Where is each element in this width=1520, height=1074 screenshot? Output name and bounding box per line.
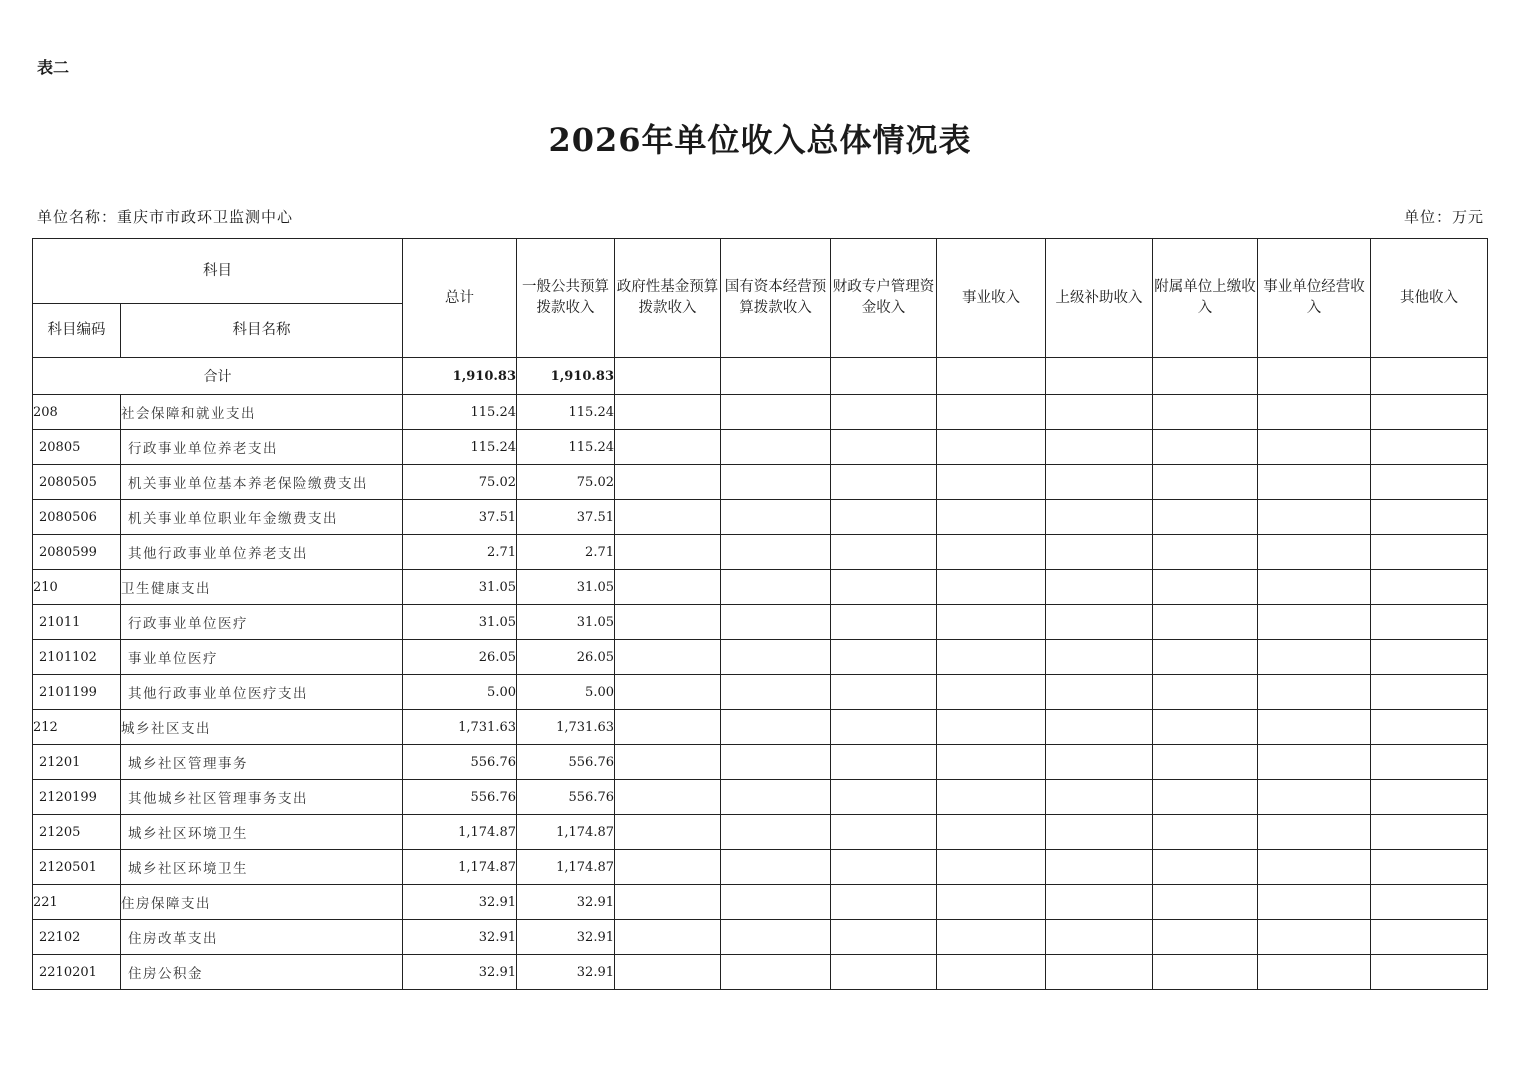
empty-cell — [937, 710, 1046, 745]
total-row — [33, 358, 1488, 395]
empty-cell — [1371, 745, 1488, 780]
subject-code: 22102 — [33, 920, 121, 955]
empty-cell — [615, 465, 721, 500]
empty-cell — [937, 430, 1046, 465]
empty-cell — [831, 605, 937, 640]
empty-cell — [1046, 640, 1153, 675]
empty-cell — [721, 500, 831, 535]
subject-code: 21011 — [33, 605, 121, 640]
header-business-income: 事业收入 — [937, 239, 1046, 358]
header-superior-subsidy: 上级补助收入 — [1046, 239, 1153, 358]
empty-cell — [1371, 920, 1488, 955]
empty-cell — [937, 745, 1046, 780]
empty-cell — [1258, 465, 1371, 500]
subject-name: 其他城乡社区管理事务支出 — [121, 780, 403, 815]
empty-cell — [1258, 605, 1371, 640]
empty-cell — [1258, 745, 1371, 780]
empty-cell — [937, 675, 1046, 710]
empty-cell — [1046, 500, 1153, 535]
empty-cell — [721, 885, 831, 920]
empty-cell — [615, 710, 721, 745]
empty-cell — [831, 430, 937, 465]
empty-cell — [615, 780, 721, 815]
table-row — [33, 395, 1488, 430]
subject-code: 210 — [33, 570, 121, 605]
general-budget-amount: 32.91 — [517, 920, 615, 955]
empty-cell — [1371, 640, 1488, 675]
total-amount: 1,174.87 — [403, 850, 517, 885]
empty-cell — [721, 395, 831, 430]
empty-cell — [1371, 780, 1488, 815]
empty-cell — [615, 640, 721, 675]
table-row — [33, 850, 1488, 885]
table-row — [33, 675, 1488, 710]
table-row — [33, 780, 1488, 815]
subject-code: 2080505 — [33, 465, 121, 500]
subject-name: 城乡社区支出 — [121, 710, 403, 745]
empty-cell — [615, 920, 721, 955]
empty-cell — [615, 815, 721, 850]
subject-code: 208 — [33, 395, 121, 430]
table-row — [33, 500, 1488, 535]
empty-cell — [937, 955, 1046, 990]
table-row — [33, 430, 1488, 465]
total-amount: 32.91 — [403, 955, 517, 990]
empty-cell — [831, 955, 937, 990]
general-budget-amount: 1,174.87 — [517, 850, 615, 885]
total-amount: 26.05 — [403, 640, 517, 675]
subject-code: 2120501 — [33, 850, 121, 885]
empty-cell — [1258, 675, 1371, 710]
total-amount: 32.91 — [403, 920, 517, 955]
empty-cell — [721, 640, 831, 675]
empty-cell — [831, 570, 937, 605]
empty-cell — [1153, 745, 1258, 780]
subject-code: 21205 — [33, 815, 121, 850]
subject-code: 2210201 — [33, 955, 121, 990]
empty-cell — [1258, 535, 1371, 570]
general-budget-amount: 115.24 — [517, 430, 615, 465]
empty-cell — [615, 358, 721, 395]
empty-cell — [1153, 920, 1258, 955]
empty-cell — [1153, 535, 1258, 570]
subject-name: 城乡社区环境卫生 — [121, 815, 403, 850]
empty-cell — [831, 780, 937, 815]
empty-cell — [831, 850, 937, 885]
subject-name: 卫生健康支出 — [121, 570, 403, 605]
general-budget-amount: 32.91 — [517, 885, 615, 920]
subject-name: 机关事业单位职业年金缴费支出 — [121, 500, 403, 535]
subject-code: 221 — [33, 885, 121, 920]
empty-cell — [1258, 430, 1371, 465]
table-row — [33, 885, 1488, 920]
empty-cell — [1153, 850, 1258, 885]
subject-code: 2080599 — [33, 535, 121, 570]
subject-code: 2101199 — [33, 675, 121, 710]
general-budget-amount: 32.91 — [517, 955, 615, 990]
empty-cell — [937, 640, 1046, 675]
empty-cell — [937, 605, 1046, 640]
empty-cell — [615, 535, 721, 570]
header-fiscal-special: 财政专户管理资金收入 — [831, 239, 937, 358]
subject-name: 住房保障支出 — [121, 885, 403, 920]
table-row — [33, 535, 1488, 570]
empty-cell — [831, 885, 937, 920]
empty-cell — [1153, 780, 1258, 815]
empty-cell — [1258, 920, 1371, 955]
general-budget-amount: 2.71 — [517, 535, 615, 570]
general-budget-amount: 26.05 — [517, 640, 615, 675]
total-amount: 115.24 — [403, 430, 517, 465]
income-summary-table — [32, 238, 1488, 990]
page-title: 2026年单位收入总体情况表 — [548, 121, 972, 159]
empty-cell — [615, 745, 721, 780]
empty-cell — [1046, 570, 1153, 605]
empty-cell — [1153, 605, 1258, 640]
empty-cell — [1258, 640, 1371, 675]
subject-code: 2080506 — [33, 500, 121, 535]
total-label: 合计 — [33, 358, 403, 395]
empty-cell — [937, 395, 1046, 430]
empty-cell — [721, 745, 831, 780]
subject-code: 20805 — [33, 430, 121, 465]
empty-cell — [721, 710, 831, 745]
empty-cell — [1371, 570, 1488, 605]
empty-cell — [1153, 710, 1258, 745]
total-amount: 2.71 — [403, 535, 517, 570]
empty-cell — [615, 675, 721, 710]
empty-cell — [721, 955, 831, 990]
empty-cell — [937, 850, 1046, 885]
empty-cell — [615, 885, 721, 920]
table-row — [33, 815, 1488, 850]
empty-cell — [937, 358, 1046, 395]
empty-cell — [1371, 535, 1488, 570]
header-affiliated-income: 附属单位上缴收入 — [1153, 239, 1258, 358]
empty-cell — [937, 885, 1046, 920]
empty-cell — [1046, 955, 1153, 990]
empty-cell — [721, 570, 831, 605]
header-state-capital: 国有资本经营预算拨款收入 — [721, 239, 831, 358]
empty-cell — [721, 780, 831, 815]
table-row — [33, 920, 1488, 955]
empty-cell — [1258, 500, 1371, 535]
subject-code: 21201 — [33, 745, 121, 780]
empty-cell — [615, 605, 721, 640]
empty-cell — [831, 640, 937, 675]
empty-cell — [1153, 640, 1258, 675]
header-total: 总计 — [403, 239, 517, 358]
total-amount: 5.00 — [403, 675, 517, 710]
empty-cell — [721, 850, 831, 885]
empty-cell — [721, 358, 831, 395]
empty-cell — [1046, 430, 1153, 465]
empty-cell — [721, 465, 831, 500]
empty-cell — [1371, 465, 1488, 500]
total-general-budget: 1,910.83 — [517, 358, 615, 395]
total-amount: 75.02 — [403, 465, 517, 500]
general-budget-amount: 1,174.87 — [517, 815, 615, 850]
empty-cell — [615, 430, 721, 465]
general-budget-amount: 5.00 — [517, 675, 615, 710]
empty-cell — [1371, 675, 1488, 710]
total-amount: 1,174.87 — [403, 815, 517, 850]
subject-name: 其他行政事业单位医疗支出 — [121, 675, 403, 710]
empty-cell — [1153, 955, 1258, 990]
empty-cell — [1153, 395, 1258, 430]
general-budget-amount: 556.76 — [517, 745, 615, 780]
empty-cell — [1046, 675, 1153, 710]
empty-cell — [831, 395, 937, 430]
empty-cell — [1153, 570, 1258, 605]
total-amount: 1,910.83 — [403, 358, 517, 395]
empty-cell — [1371, 885, 1488, 920]
empty-cell — [1046, 885, 1153, 920]
general-budget-amount: 75.02 — [517, 465, 615, 500]
empty-cell — [1046, 605, 1153, 640]
empty-cell — [937, 535, 1046, 570]
empty-cell — [831, 465, 937, 500]
subject-name: 机关事业单位基本养老保险缴费支出 — [121, 465, 403, 500]
empty-cell — [1153, 430, 1258, 465]
empty-cell — [1371, 430, 1488, 465]
empty-cell — [1046, 920, 1153, 955]
empty-cell — [1046, 465, 1153, 500]
empty-cell — [831, 710, 937, 745]
table-row — [33, 465, 1488, 500]
empty-cell — [1371, 395, 1488, 430]
table-row — [33, 640, 1488, 675]
empty-cell — [1371, 358, 1488, 395]
empty-cell — [721, 430, 831, 465]
general-budget-amount: 556.76 — [517, 780, 615, 815]
empty-cell — [1258, 395, 1371, 430]
header-row — [33, 239, 1488, 304]
table-row — [33, 710, 1488, 745]
empty-cell — [937, 500, 1046, 535]
unit-name: 单位名称：重庆市市政环卫监测中心 — [37, 208, 294, 226]
empty-cell — [1258, 780, 1371, 815]
empty-cell — [1371, 710, 1488, 745]
subject-code: 212 — [33, 710, 121, 745]
total-amount: 37.51 — [403, 500, 517, 535]
total-amount: 115.24 — [403, 395, 517, 430]
empty-cell — [831, 920, 937, 955]
empty-cell — [1046, 710, 1153, 745]
empty-cell — [721, 535, 831, 570]
empty-cell — [1258, 710, 1371, 745]
empty-cell — [1258, 358, 1371, 395]
empty-cell — [1258, 570, 1371, 605]
empty-cell — [1258, 955, 1371, 990]
subject-name: 住房改革支出 — [121, 920, 403, 955]
total-amount: 556.76 — [403, 745, 517, 780]
general-budget-amount: 1,731.63 — [517, 710, 615, 745]
empty-cell — [1258, 850, 1371, 885]
empty-cell — [937, 465, 1046, 500]
header-general-budget: 一般公共预算拨款收入 — [517, 239, 615, 358]
total-amount: 31.05 — [403, 605, 517, 640]
empty-cell — [615, 955, 721, 990]
total-amount: 556.76 — [403, 780, 517, 815]
table-row — [33, 605, 1488, 640]
empty-cell — [1153, 675, 1258, 710]
subject-code: 2120199 — [33, 780, 121, 815]
empty-cell — [1153, 500, 1258, 535]
empty-cell — [1153, 885, 1258, 920]
total-amount: 1,731.63 — [403, 710, 517, 745]
empty-cell — [1046, 850, 1153, 885]
empty-cell — [1046, 535, 1153, 570]
empty-cell — [1046, 395, 1153, 430]
header-subject-name: 科目名称 — [121, 304, 403, 358]
subject-name: 其他行政事业单位养老支出 — [121, 535, 403, 570]
header-operating-income: 事业单位经营收入 — [1258, 239, 1371, 358]
empty-cell — [1153, 815, 1258, 850]
empty-cell — [1371, 955, 1488, 990]
empty-cell — [937, 815, 1046, 850]
empty-cell — [1371, 605, 1488, 640]
header-subject-code: 科目编码 — [33, 304, 121, 358]
header-gov-fund: 政府性基金预算拨款收入 — [615, 239, 721, 358]
subject-name: 城乡社区环境卫生 — [121, 850, 403, 885]
empty-cell — [1153, 465, 1258, 500]
table-row — [33, 745, 1488, 780]
empty-cell — [831, 535, 937, 570]
subject-name: 事业单位医疗 — [121, 640, 403, 675]
empty-cell — [831, 358, 937, 395]
table-row — [33, 570, 1488, 605]
general-budget-amount: 31.05 — [517, 605, 615, 640]
general-budget-amount: 31.05 — [517, 570, 615, 605]
empty-cell — [937, 920, 1046, 955]
empty-cell — [831, 675, 937, 710]
empty-cell — [615, 500, 721, 535]
empty-cell — [937, 570, 1046, 605]
general-budget-amount: 115.24 — [517, 395, 615, 430]
subject-name: 社会保障和就业支出 — [121, 395, 403, 430]
empty-cell — [1046, 358, 1153, 395]
empty-cell — [615, 395, 721, 430]
empty-cell — [721, 675, 831, 710]
empty-cell — [1046, 780, 1153, 815]
total-amount: 32.91 — [403, 885, 517, 920]
subject-name: 住房公积金 — [121, 955, 403, 990]
empty-cell — [615, 570, 721, 605]
header-subject: 科目 — [33, 239, 403, 304]
empty-cell — [721, 605, 831, 640]
total-amount: 31.05 — [403, 570, 517, 605]
empty-cell — [1371, 815, 1488, 850]
empty-cell — [1371, 500, 1488, 535]
empty-cell — [1258, 815, 1371, 850]
empty-cell — [1371, 850, 1488, 885]
table-row — [33, 955, 1488, 990]
subject-name: 行政事业单位医疗 — [121, 605, 403, 640]
general-budget-amount: 37.51 — [517, 500, 615, 535]
subject-name: 行政事业单位养老支出 — [121, 430, 403, 465]
empty-cell — [937, 780, 1046, 815]
empty-cell — [615, 850, 721, 885]
empty-cell — [1153, 358, 1258, 395]
form-number: 表二 — [37, 58, 70, 77]
subject-code: 2101102 — [33, 640, 121, 675]
empty-cell — [831, 745, 937, 780]
empty-cell — [1046, 745, 1153, 780]
empty-cell — [721, 920, 831, 955]
empty-cell — [831, 815, 937, 850]
subject-name: 城乡社区管理事务 — [121, 745, 403, 780]
empty-cell — [721, 815, 831, 850]
currency-unit: 单位：万元 — [1403, 208, 1484, 226]
empty-cell — [1258, 885, 1371, 920]
empty-cell — [831, 500, 937, 535]
header-other-income: 其他收入 — [1371, 239, 1488, 358]
empty-cell — [1046, 815, 1153, 850]
